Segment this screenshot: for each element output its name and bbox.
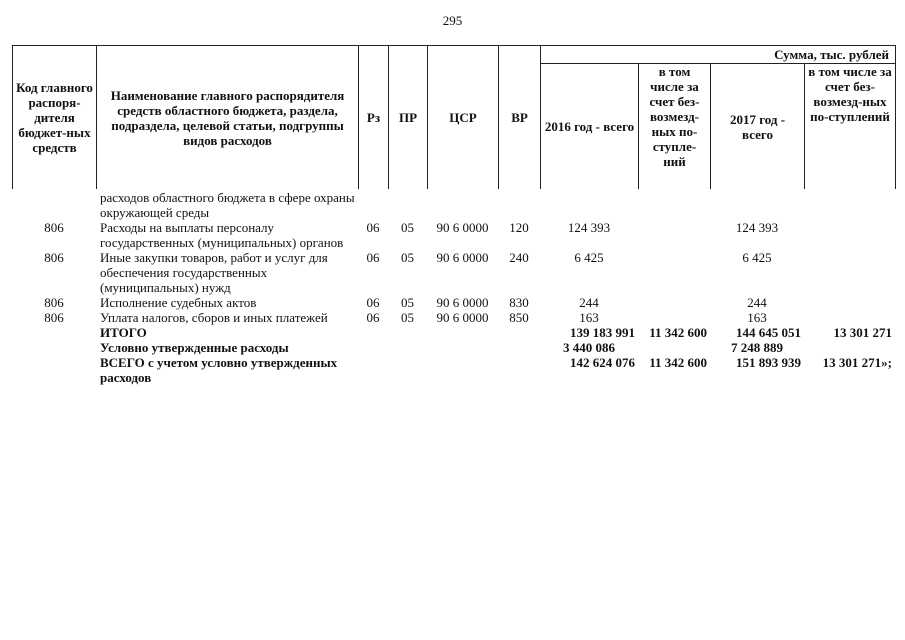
cell-name: Расходы на выплаты персоналу государственных (муниципальных) органов (100, 220, 344, 250)
total-row-itogo (12, 325, 895, 340)
cell-vr: 240 (509, 250, 529, 265)
header-rz: Рз (359, 46, 389, 190)
cell-2017-grants (804, 190, 895, 220)
cell-pr: 05 (401, 295, 414, 310)
total-2017-total: 151 893 939 (736, 355, 801, 370)
cell-name: расходов областного бюджета в сфере охраны окружающей среды (100, 190, 355, 220)
cell-2016-grants (638, 295, 710, 310)
cell-2017-grants (804, 295, 895, 310)
cell-2016-total: 244 (579, 295, 599, 310)
cell-vr: 830 (509, 295, 529, 310)
header-2016-grants: в том числе за счет без-возмезд-ных по-ступле-ний (639, 64, 711, 190)
header-name: Наименование главного распорядителя средств областного бюджета, раздела, подраздела, целевой статьи, подгруппы видов расходов (97, 46, 359, 190)
cell-pr: 05 (401, 250, 414, 265)
table-row (12, 310, 895, 325)
header-2017-grants: в том числе за счет без-возмезд-ных по-ступлений (805, 64, 896, 190)
cell-2016-total (540, 190, 638, 220)
cell-csr (427, 190, 498, 220)
cell-rz: 06 (366, 250, 380, 265)
total-row-vsego (12, 355, 895, 385)
cell-code: 806 (44, 250, 64, 265)
cell-2016-total: 124 393 (567, 220, 611, 235)
cell-pr: 05 (401, 220, 414, 235)
total-2016-grants: 11 342 600 (649, 355, 707, 370)
total-2017-grants: 13 301 271»; (822, 355, 892, 370)
total-row-conditional (12, 340, 895, 355)
cell-2017-total: 124 393 (735, 220, 779, 235)
total-2017-grants: 13 301 271 (833, 325, 892, 340)
cell-vr: 120 (509, 220, 529, 235)
cell-2017-total: 163 (747, 310, 767, 325)
cell-2016-total: 6 425 (574, 250, 604, 265)
cell-2016-grants (638, 250, 710, 295)
cell-code: 806 (44, 295, 64, 310)
header-pr: ПР (389, 46, 428, 190)
total-2017-grants (804, 340, 895, 355)
cell-csr: 90 6 0000 (436, 250, 489, 265)
cell-code: 806 (44, 220, 64, 235)
table-row (12, 295, 895, 310)
cell-rz: 06 (366, 220, 380, 235)
cell-2017-total: 244 (747, 295, 767, 310)
total-2016-total: 3 440 086 (563, 340, 615, 355)
total-label: ИТОГО (100, 325, 147, 340)
total-label: ВСЕГО с учетом условно утвержденных расходов (100, 355, 338, 385)
cell-pr (388, 190, 427, 220)
cell-rz: 06 (366, 295, 380, 310)
cell-2017-grants (804, 220, 895, 250)
cell-vr (498, 190, 540, 220)
cell-name: Иные закупки товаров, работ и услуг для обеспечения государственных (муниципальных) нужд (100, 250, 328, 295)
cell-2016-grants (638, 310, 710, 325)
total-2016-total: 142 624 076 (570, 355, 635, 370)
cell-code: 806 (44, 310, 64, 325)
total-2017-total: 7 248 889 (731, 340, 783, 355)
page-number: 295 (442, 13, 463, 28)
cell-2017-total: 6 425 (742, 250, 772, 265)
cell-code (12, 190, 96, 220)
cell-rz (358, 190, 388, 220)
total-label: Условно утвержденные расходы (100, 340, 289, 355)
header-csr: ЦСР (428, 46, 499, 190)
cell-csr: 90 6 0000 (436, 295, 489, 310)
cell-rz: 06 (366, 310, 380, 325)
table-row (12, 220, 895, 250)
cell-2016-grants (638, 190, 710, 220)
total-2017-total: 144 645 051 (736, 325, 801, 340)
cell-2016-grants (638, 220, 710, 250)
header-vr: ВР (499, 46, 541, 190)
cell-csr: 90 6 0000 (436, 220, 489, 235)
cell-2017-grants (804, 310, 895, 325)
total-2016-grants: 11 342 600 (649, 325, 707, 340)
table-row (12, 190, 895, 220)
header-2017-total: 2017 год - всего (711, 64, 805, 190)
cell-2016-total: 163 (579, 310, 599, 325)
table-row (12, 250, 895, 295)
header-sum-title: Сумма, тыс. рублей (541, 46, 896, 64)
cell-name: Уплата налогов, сборов и иных платежей (100, 310, 328, 325)
table-header (12, 45, 896, 189)
table-body (12, 190, 895, 385)
cell-2017-grants (804, 250, 895, 295)
cell-name: Исполнение судебных актов (100, 295, 257, 310)
total-2016-grants (638, 340, 710, 355)
cell-vr: 850 (509, 310, 529, 325)
cell-pr: 05 (401, 310, 414, 325)
cell-csr: 90 6 0000 (436, 310, 489, 325)
header-code: Код главного распоря-дителя бюджет-ных средств (13, 46, 97, 190)
cell-2017-total (710, 190, 804, 220)
total-2016-total: 139 183 991 (570, 325, 635, 340)
header-2016-total: 2016 год - всего (541, 64, 639, 190)
